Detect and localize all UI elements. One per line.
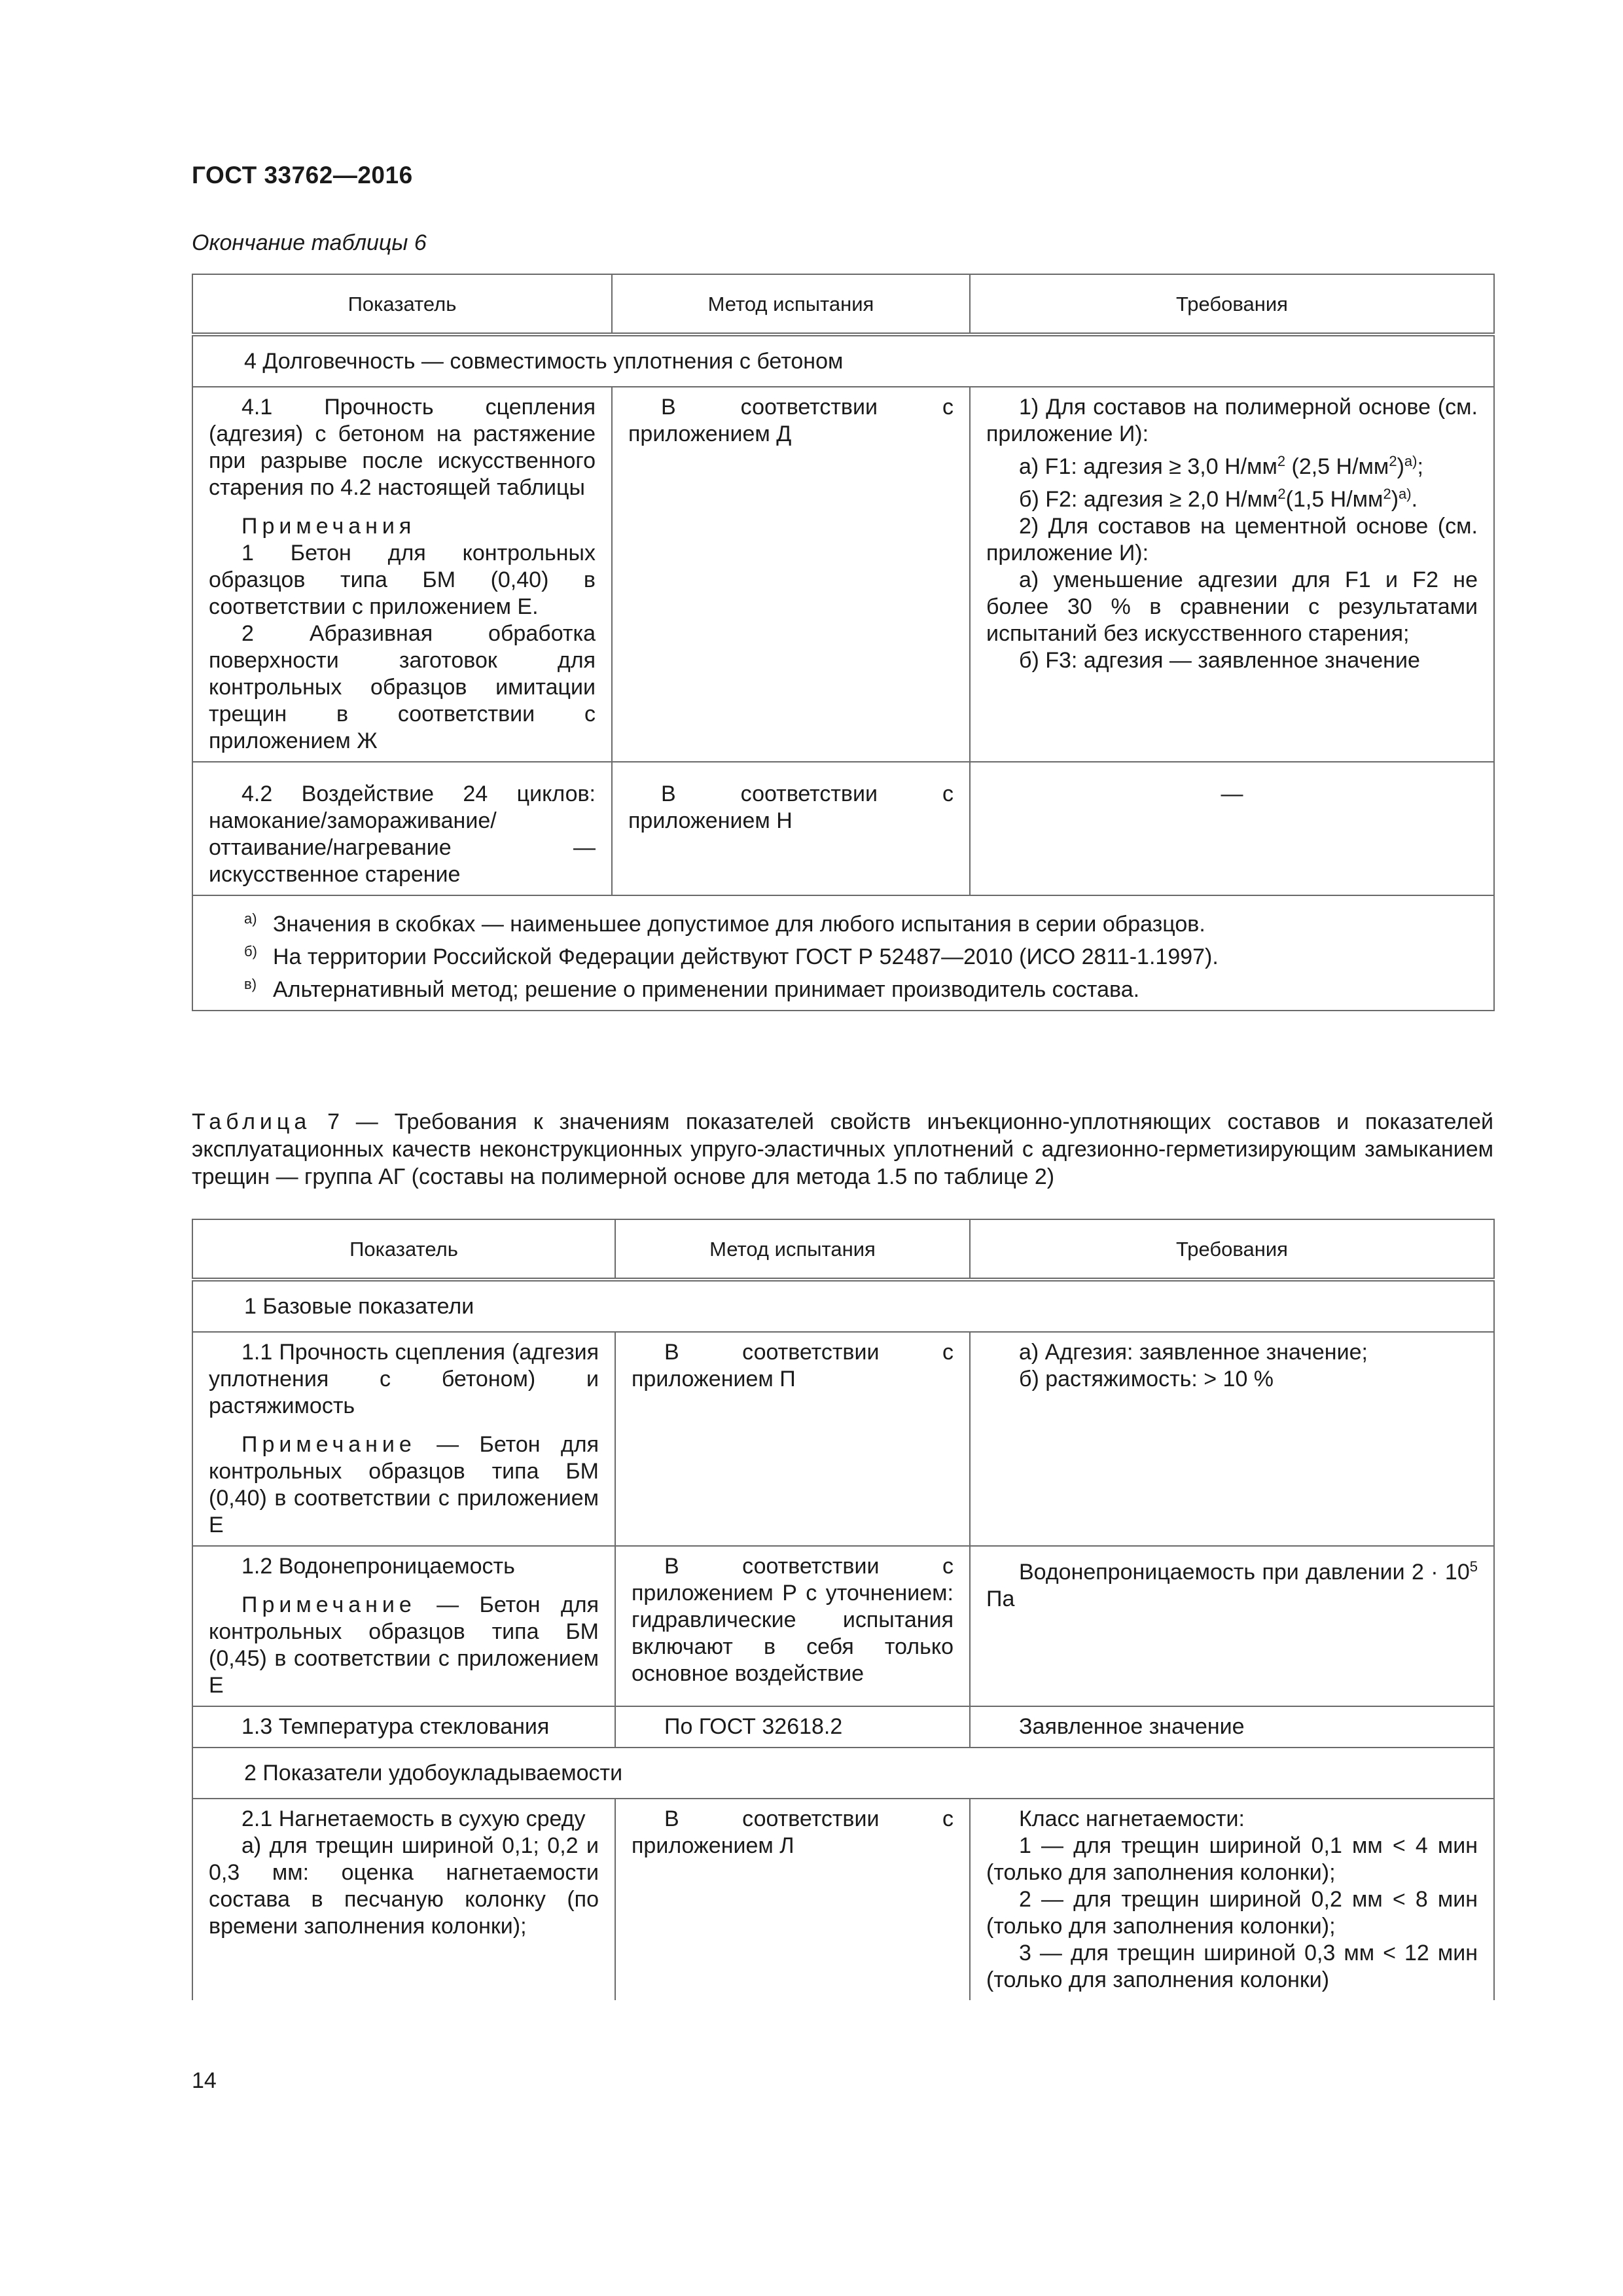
notes-title: Примечания (241, 514, 416, 539)
table-7 (192, 1219, 1495, 2000)
footnote-ref: а) (1404, 453, 1418, 469)
table-row (192, 1706, 1494, 1748)
footnote-text: Альтернативный метод; решение о применении принимает производитель состава. (273, 977, 1140, 1002)
requirement-text: — (1221, 781, 1243, 806)
note-text: 1 Бетон для контрольных образцов типа БМ (0,40) в соответствии с приложением Е. (209, 541, 596, 619)
table-header-row (192, 274, 1494, 334)
requirement-part: (1,5 Н/мм (1285, 487, 1383, 512)
superscript: 5 (1469, 1558, 1478, 1575)
requirements-cell (970, 387, 1494, 762)
requirement-part: а) F1: адгезия ≥ 3,0 Н/мм (1019, 454, 1277, 479)
table7-label: Таблица (192, 1109, 312, 1134)
footnote-mark: б) (244, 943, 257, 960)
requirements-cell (970, 762, 1494, 895)
indicator-text: а) для трещин шириной 0,1; 0,2 и 0,3 мм: оценка нагнетаемости состава в песчаную колонку (по времени заполнения колонки); (209, 1833, 599, 1939)
method-text: В соответствии с приложением Н (628, 781, 954, 833)
method-cell (612, 762, 970, 895)
column-header: Требования (970, 274, 1494, 334)
indicator-cell (192, 762, 612, 895)
requirement-part: Па (986, 1587, 1015, 1611)
requirement-text: 2) Для составов на цементной основе (см. приложение И): (986, 514, 1478, 565)
method-text: В соответствии с приложением Д (628, 395, 954, 446)
column-header: Показатель (192, 1219, 615, 1280)
indicator-text: 4.1 Прочность сцепления (адгезия) с бетоном на растяжение при разрыве после искусственного старения по 4.2 настоящей таблицы (209, 395, 596, 500)
requirement-text: 2 — для трещин шириной 0,2 мм < 8 мин (только для заполнения колонки); (986, 1887, 1478, 1939)
superscript: 2 (1277, 453, 1286, 469)
requirements-cell (970, 1332, 1494, 1546)
section-row (192, 1280, 1494, 1332)
method-text: В соответствии с приложением П (632, 1340, 954, 1391)
requirement-text: б) растяжимость: > 10 % (1019, 1367, 1274, 1391)
page-number: 14 (192, 2068, 217, 2093)
note-text (209, 1431, 599, 1539)
note-label: Примечание (241, 1432, 416, 1457)
requirements-cell (970, 1799, 1494, 2000)
superscript: 2 (1389, 453, 1397, 469)
note-text: 2 Абразивная обработка поверхности заготовок для контрольных образцов имитации трещин в соответствии с приложением Ж (209, 621, 596, 753)
table-row (192, 387, 1494, 762)
section-title: 1 Базовые показатели (192, 1280, 1494, 1332)
footnotes-cell (192, 895, 1494, 1011)
footnote (244, 971, 1478, 1003)
method-cell (612, 387, 970, 762)
column-header: Метод испытания (615, 1219, 970, 1280)
note-label: Примечание (241, 1592, 416, 1617)
table-row (192, 1799, 1494, 2000)
note-text (209, 1592, 599, 1699)
indicator-cell (192, 1546, 615, 1706)
requirement-text: а) Адгезия: заявленное значение; (1019, 1340, 1368, 1365)
table-header-row (192, 1219, 1494, 1280)
note-body: — Бетон для контрольных образцов типа БМ (0,45) в соответствии с приложением Е (209, 1592, 599, 1698)
superscript: 2 (1277, 486, 1286, 502)
footnote-text: Значения в скобках — наименьшее допустимое для любого испытания в серии образцов. (273, 912, 1205, 937)
note-body: — Бетон для контрольных образцов типа БМ (0,40) в соответствии с приложением Е (209, 1432, 599, 1537)
footnote-mark: в) (244, 976, 257, 992)
table-row (192, 1332, 1494, 1546)
requirement-part: ; (1417, 454, 1423, 479)
column-header: Метод испытания (612, 274, 970, 334)
section-row (192, 334, 1494, 387)
table-row (192, 1546, 1494, 1706)
section-title: 4 Долговечность — совместимость уплотнения с бетоном (192, 334, 1494, 387)
method-cell (615, 1706, 970, 1748)
requirements-cell (970, 1546, 1494, 1706)
indicator-cell (192, 1799, 615, 2000)
indicator-text: 1.2 Водонепроницаемость (241, 1554, 515, 1579)
requirements-cell (970, 1706, 1494, 1748)
table6-caption: Окончание таблицы 6 (192, 230, 427, 255)
requirement-part: б) F2: адгезия ≥ 2,0 Н/мм (1019, 487, 1278, 512)
column-header: Требования (970, 1219, 1494, 1280)
indicator-text: 1.3 Температура стеклования (241, 1714, 550, 1739)
table-6 (192, 274, 1495, 1011)
section-title: 2 Показатели удобоукладываемости (192, 1748, 1494, 1799)
document-code: ГОСТ 33762—2016 (192, 162, 413, 188)
requirement-text (986, 480, 1478, 513)
section-row (192, 1748, 1494, 1799)
indicator-cell (192, 1332, 615, 1546)
table-row (192, 762, 1494, 895)
footnote (244, 938, 1478, 971)
table7-title (192, 1108, 1493, 1191)
requirement-text: 1) Для составов на полимерной основе (см. приложение И): (986, 395, 1478, 446)
method-cell (615, 1332, 970, 1546)
requirement-text (986, 448, 1478, 480)
method-cell (615, 1546, 970, 1706)
indicator-cell (192, 1706, 615, 1748)
requirement-text (986, 1553, 1478, 1613)
indicator-cell (192, 387, 612, 762)
requirement-text: Заявленное значение (1019, 1714, 1245, 1739)
footnotes-row (192, 895, 1494, 1011)
requirement-text: 1 — для трещин шириной 0,1 мм < 4 мин (только для заполнения колонки); (986, 1833, 1478, 1885)
requirement-text: а) уменьшение адгезии для F1 и F2 не более 30 % в сравнении с результатами испытаний без искусственного старения; (986, 567, 1478, 646)
requirement-text: 3 — для трещин шириной 0,3 мм < 12 мин (только для заполнения колонки) (986, 1941, 1478, 1992)
method-text: В соответствии с приложением Р с уточнением: гидравлические испытания включают в себя только основное воздействие (632, 1554, 954, 1686)
method-cell (615, 1799, 970, 2000)
method-text: По ГОСТ 32618.2 (664, 1714, 843, 1739)
indicator-text: 1.1 Прочность сцепления (адгезия уплотнения с бетоном) и растяжимость (209, 1340, 599, 1418)
footnote-mark: а) (244, 910, 257, 927)
requirement-text: б) F3: адгезия — заявленное значение (1019, 648, 1420, 673)
column-header: Показатель (192, 274, 612, 334)
indicator-text: 2.1 Нагнетаемость в сухую среду (241, 1806, 586, 1831)
footnote (244, 905, 1478, 938)
footnote-ref: а) (1399, 486, 1412, 502)
requirement-part: . (1411, 487, 1418, 512)
superscript: 2 (1383, 486, 1391, 502)
requirement-part: Водонепроницаемость при давлении 2 · 10 (1019, 1560, 1470, 1585)
requirement-part: ) (1397, 454, 1404, 479)
indicator-text: 4.2 Воздействие 24 циклов: намокание/замораживание/оттаивание/нагревание — искусственное старение (209, 781, 596, 887)
requirement-text: Класс нагнетаемости: (1019, 1806, 1245, 1831)
requirement-part: ) (1391, 487, 1399, 512)
method-text: В соответствии с приложением Л (632, 1806, 954, 1858)
table7-title-text: 7 — Требования к значениям показателей свойств инъекционно-уплотняющих составов и показателей эксплуатационных качеств неконструкционных упруго-эластичных уплотнений с адгезионно-герметизирующим замыканием трещин — группа АГ (составы на полимерной основе для метода 1.5 по таблице 2) (192, 1109, 1493, 1189)
footnote-text: На территории Российской Федерации действуют ГОСТ Р 52487—2010 (ИСО 2811-1.1997). (273, 944, 1219, 969)
requirement-part: (2,5 Н/мм (1285, 454, 1389, 479)
